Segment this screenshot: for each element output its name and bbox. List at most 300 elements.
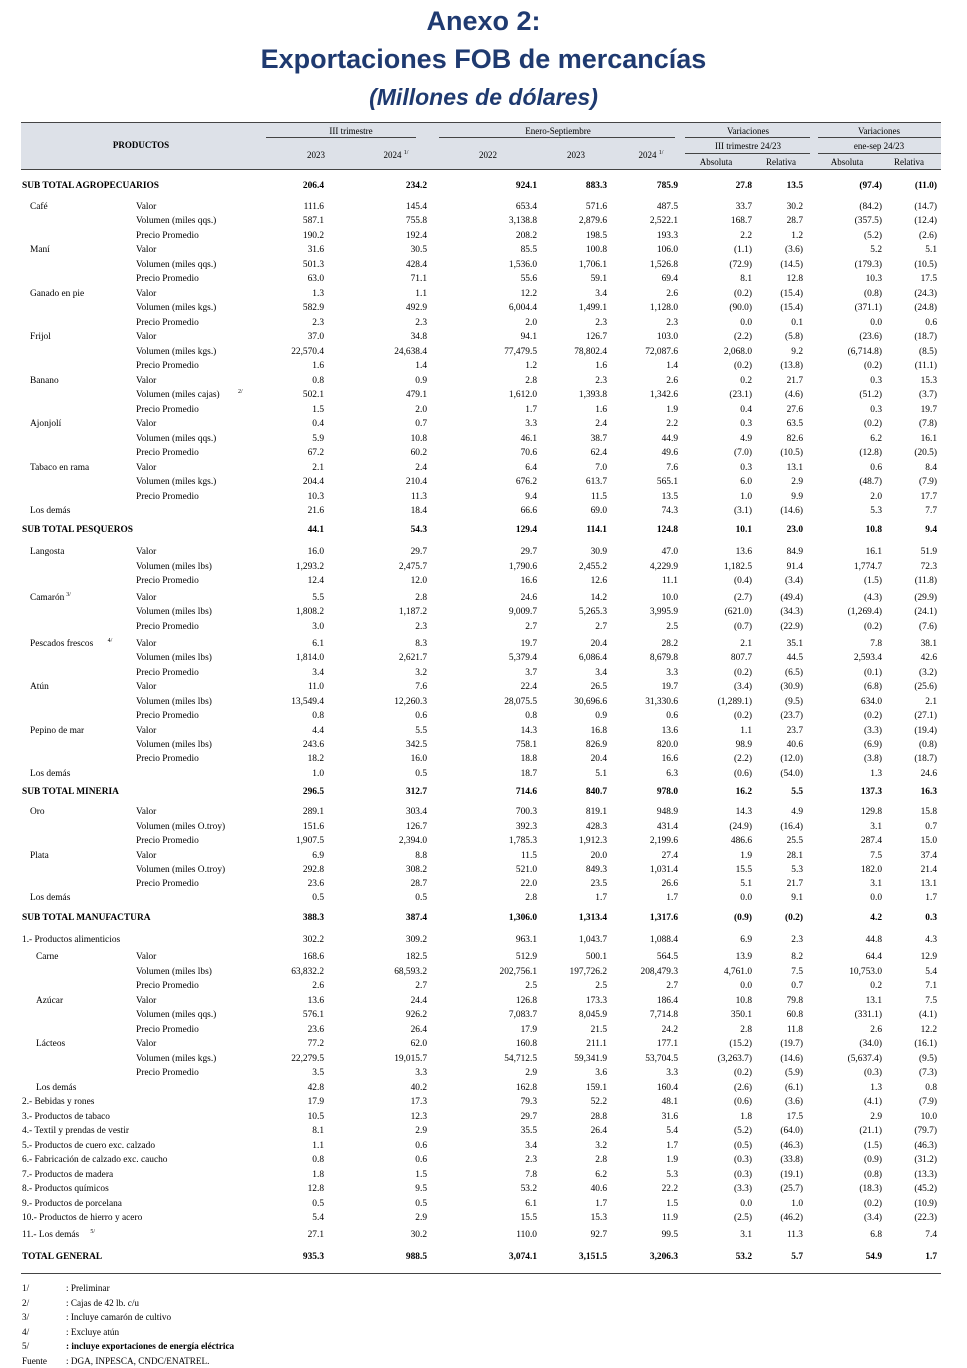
table-cell: 16.0	[411, 753, 427, 765]
table-cell: 1.9	[666, 1154, 678, 1166]
table-cell: 2,394.0	[399, 835, 427, 847]
table-cell: 350.1	[731, 1009, 752, 1021]
table-cell: 3,206.3	[650, 1251, 678, 1263]
table-cell: 2.1	[312, 462, 324, 474]
table-cell: 68,593.2	[394, 966, 427, 978]
table-cell: 53.2	[736, 1251, 752, 1263]
table-cell: 7.5	[791, 966, 803, 978]
table-cell: (2.5)	[734, 1212, 752, 1224]
table-row	[0, 505, 967, 517]
table-cell: 12.6	[591, 575, 607, 587]
table-cell: 1,499.1	[579, 302, 607, 314]
table-cell: 42.6	[921, 652, 937, 664]
row-measure-label: Valor	[136, 244, 156, 256]
table-cell: 1,790.6	[509, 561, 537, 573]
table-cell: (1.5)	[864, 575, 882, 587]
table-cell: 23.6	[308, 1024, 324, 1036]
table-cell: 28.7	[787, 215, 803, 227]
table-cell: 1,774.7	[854, 561, 882, 573]
table-cell: (14.7)	[914, 201, 937, 213]
table-cell: 807.7	[731, 652, 752, 664]
table-cell: 5,379.4	[509, 652, 537, 664]
row-product-label: Ganado en pie	[30, 288, 84, 300]
table-cell: 0.0	[740, 892, 752, 904]
table-cell: 27.6	[787, 404, 803, 416]
table-cell: 2.9	[791, 476, 803, 488]
table-cell: 0.3	[870, 375, 882, 387]
table-cell: 5.4	[312, 1212, 324, 1224]
table-cell: 5.5	[312, 592, 324, 604]
table-row	[0, 1096, 967, 1108]
table-row	[0, 592, 967, 604]
table-cell: 2.5	[666, 621, 678, 633]
table-cell: (6,714.8)	[848, 346, 882, 358]
table-cell: 2.1	[740, 638, 752, 650]
table-cell: (31.2)	[914, 1154, 937, 1166]
table-cell: 487.5	[657, 201, 678, 213]
table-cell: 6.1	[312, 638, 324, 650]
table-cell: (3.4)	[785, 575, 803, 587]
table-cell: 44.5	[787, 652, 803, 664]
table-cell: 4.3	[925, 934, 937, 946]
table-cell: 10.0	[921, 1111, 937, 1123]
table-cell: (18.7)	[914, 753, 937, 765]
table-cell: 7.5	[925, 995, 937, 1007]
table-cell: 820.0	[657, 739, 678, 751]
footnote-text: : DGA, INPESCA, CNDC/ENATREL.	[66, 1354, 209, 1368]
table-cell: 19,015.7	[394, 1053, 427, 1065]
row-measure-label: Precio Promedio	[136, 1024, 199, 1036]
row-product-label: Carne	[36, 951, 58, 963]
table-cell: (0.8)	[864, 1169, 882, 1181]
row-product-label: 5.- Productos de cuero exc. calzado	[22, 1140, 155, 1152]
table-cell: (49.4)	[780, 592, 803, 604]
table-cell: 22,570.4	[291, 346, 324, 358]
table-cell: 7.6	[666, 462, 678, 474]
table-cell: 0.0	[740, 1198, 752, 1210]
table-cell: 18.2	[308, 753, 324, 765]
table-cell: 2,199.6	[650, 835, 678, 847]
table-cell: (621.0)	[725, 606, 752, 618]
table-cell: 1.1	[415, 288, 427, 300]
table-cell: 31.6	[662, 1111, 678, 1123]
table-cell: 20.0	[591, 850, 607, 862]
row-measure-label: Valor	[136, 418, 156, 430]
table-cell: 17.5	[787, 1111, 803, 1123]
table-cell: 23.0	[787, 524, 803, 536]
table-cell: 204.4	[303, 476, 324, 488]
table-cell: 0.5	[415, 1198, 427, 1210]
table-cell: 0.2	[740, 375, 752, 387]
table-cell: (54.0)	[780, 768, 803, 780]
footnote-text: : Preliminar	[66, 1281, 110, 1296]
table-cell: 0.2	[870, 980, 882, 992]
table-row	[0, 433, 967, 445]
table-cell: 55.6	[521, 273, 537, 285]
table-cell: 2.6	[312, 980, 324, 992]
table-cell: 0.6	[415, 1154, 427, 1166]
table-cell: 3.1	[870, 878, 882, 890]
table-cell: 1,317.6	[650, 912, 678, 924]
title-line2: Exportaciones FOB de mercancías	[0, 44, 967, 75]
table-cell: 22.2	[662, 1183, 678, 1195]
table-cell: 27.8	[736, 180, 752, 192]
table-cell: 11.3	[787, 1229, 803, 1241]
table-cell: 234.2	[406, 180, 427, 192]
table-cell: 1,187.2	[399, 606, 427, 618]
table-cell: 0.3	[870, 404, 882, 416]
table-cell: (15.2)	[729, 1038, 752, 1050]
table-cell: 11.1	[662, 575, 678, 587]
table-cell: 309.2	[406, 934, 427, 946]
table-cell: (13.8)	[780, 360, 803, 372]
table-cell: 110.0	[516, 1229, 537, 1241]
table-cell: 79.3	[521, 1096, 537, 1108]
table-row	[0, 1067, 967, 1079]
row-measure-label: Volumen (miles lbs)	[136, 561, 212, 573]
table-cell: 308.2	[406, 864, 427, 876]
table-cell: 3.3	[525, 418, 537, 430]
table-row	[0, 1009, 967, 1021]
table-cell: (3.6)	[785, 244, 803, 256]
table-cell: 37.0	[308, 331, 324, 343]
row-product-label: Ajonjolí	[30, 418, 61, 430]
table-cell: 60.2	[411, 447, 427, 459]
row-product-label: Los demás	[30, 892, 70, 904]
header-relativa-a: Relativa	[749, 157, 813, 167]
table-cell: (21.1)	[859, 1125, 882, 1137]
table-cell: 13.6	[662, 725, 678, 737]
table-cell: 13.5	[662, 491, 678, 503]
table-cell: 6.3	[666, 768, 678, 780]
table-row	[0, 575, 967, 587]
table-cell: 8,045.9	[579, 1009, 607, 1021]
table-row	[0, 1251, 967, 1263]
table-cell: 0.0	[870, 892, 882, 904]
table-cell: 1,293.2	[296, 561, 324, 573]
table-cell: 26.6	[662, 878, 678, 890]
table-row	[0, 606, 967, 618]
table-cell: 0.9	[415, 375, 427, 387]
table-cell: (79.7)	[914, 1125, 937, 1137]
table-cell: 0.7	[791, 980, 803, 992]
row-measure-label: Precio Promedio	[136, 491, 199, 503]
table-row	[0, 360, 967, 372]
table-cell: 2.5	[525, 980, 537, 992]
table-cell: 28.7	[411, 878, 427, 890]
table-cell: 5,265.3	[579, 606, 607, 618]
table-cell: (19.1)	[780, 1169, 803, 1181]
table-cell: (29.9)	[914, 592, 937, 604]
table-cell: 1,907.5	[296, 835, 324, 847]
table-cell: (3.8)	[864, 753, 882, 765]
table-cell: (18.7)	[914, 331, 937, 343]
table-cell: 13.1	[787, 462, 803, 474]
row-product-label: Azúcar	[36, 995, 63, 1007]
row-product-label: 8.- Productos químicos	[22, 1183, 109, 1195]
table-cell: 13,549.4	[291, 696, 324, 708]
table-cell: 7,083.7	[509, 1009, 537, 1021]
table-cell: 13.6	[308, 995, 324, 1007]
table-row	[0, 681, 967, 693]
table-cell: 0.0	[740, 980, 752, 992]
table-row	[0, 951, 967, 963]
table-cell: 0.5	[415, 768, 427, 780]
table-cell: 7.8	[870, 638, 882, 650]
table-cell: 126.8	[516, 995, 537, 1007]
table-cell: 1.6	[595, 360, 607, 372]
table-cell: 9.1	[791, 892, 803, 904]
table-cell: 37.4	[921, 850, 937, 862]
table-cell: 9.5	[415, 1183, 427, 1195]
table-cell: 77.2	[308, 1038, 324, 1050]
table-cell: 1,088.4	[650, 934, 678, 946]
table-cell: 10.8	[411, 433, 427, 445]
table-cell: 106.0	[657, 244, 678, 256]
table-cell: (15.4)	[780, 302, 803, 314]
table-cell: 9,009.7	[509, 606, 537, 618]
table-cell: 935.3	[303, 1251, 324, 1263]
table-cell: 714.6	[516, 786, 537, 798]
table-cell: (9.5)	[785, 696, 803, 708]
table-cell: 126.7	[586, 331, 607, 343]
row-measure-label: Valor	[136, 546, 156, 558]
row-product-label: Maní	[30, 244, 50, 256]
table-cell: 243.6	[303, 739, 324, 751]
table-cell: 1,128.0	[650, 302, 678, 314]
row-measure-label: Volumen (miles lbs)	[136, 606, 212, 618]
table-cell: 2.9	[525, 1067, 537, 1079]
table-cell: (72.9)	[729, 259, 752, 271]
table-cell: 312.7	[406, 786, 427, 798]
table-cell: 2.9	[870, 1111, 882, 1123]
table-row	[0, 1140, 967, 1152]
row-measure-label: Valor	[136, 1038, 156, 1050]
table-row	[0, 546, 967, 558]
table-cell: (0.2)	[734, 667, 752, 679]
table-cell: (2.6)	[734, 1082, 752, 1094]
table-cell: (0.2)	[734, 360, 752, 372]
table-cell: 160.4	[657, 1082, 678, 1094]
table-cell: (16.1)	[914, 1038, 937, 1050]
row-product-label: Los demás	[36, 1082, 76, 1094]
table-cell: 190.2	[303, 230, 324, 242]
table-cell: 1.3	[870, 768, 882, 780]
table-cell: 287.4	[861, 835, 882, 847]
row-measure-label: Precio Promedio	[136, 753, 199, 765]
table-cell: 10.3	[866, 273, 882, 285]
table-cell: 15.0	[921, 835, 937, 847]
row-product-label: 9.- Productos de porcelana	[22, 1198, 122, 1210]
table-cell: 1.5	[415, 1169, 427, 1181]
table-cell: (34.3)	[780, 606, 803, 618]
row-measure-label: Volumen (miles O.troy)	[136, 864, 225, 876]
table-cell: 6.9	[740, 934, 752, 946]
table-cell: 840.7	[586, 786, 607, 798]
row-measure-label: Valor	[136, 951, 156, 963]
table-cell: 47.0	[662, 546, 678, 558]
table-cell: 501.3	[303, 259, 324, 271]
table-cell: 3.3	[415, 1067, 427, 1079]
table-cell: 30.9	[591, 546, 607, 558]
row-measure-label: Volumen (miles cajas)	[136, 389, 220, 401]
row-product-footnote: 3/	[66, 589, 71, 601]
table-cell: 7.5	[870, 850, 882, 862]
table-cell: (25.6)	[914, 681, 937, 693]
table-cell: 2.6	[870, 1024, 882, 1036]
table-cell: 6,004.4	[509, 302, 537, 314]
table-row	[0, 418, 967, 430]
table-cell: 11.5	[591, 491, 607, 503]
table-cell: (0.2)	[734, 288, 752, 300]
table-cell: 28.8	[591, 1111, 607, 1123]
table-cell: 10.8	[736, 995, 752, 1007]
table-cell: 2.0	[870, 491, 882, 503]
row-measure-label: Precio Promedio	[136, 360, 199, 372]
table-row	[0, 821, 967, 833]
table-cell: 85.5	[521, 244, 537, 256]
table-cell: 10.3	[308, 491, 324, 503]
table-cell: 0.6	[415, 1140, 427, 1152]
row-product-label: 7.- Productos de madera	[22, 1169, 113, 1181]
table-cell: 2.3	[595, 375, 607, 387]
table-cell: 24.4	[411, 995, 427, 1007]
table-cell: (2.2)	[734, 331, 752, 343]
table-cell: 67.2	[308, 447, 324, 459]
table-cell: 16.6	[662, 753, 678, 765]
table-cell: 17.9	[521, 1024, 537, 1036]
table-cell: 13.1	[921, 878, 937, 890]
table-cell: (0.4)	[734, 575, 752, 587]
table-cell: 10.0	[662, 592, 678, 604]
table-cell: 883.3	[586, 180, 607, 192]
table-cell: (6.1)	[785, 1082, 803, 1094]
table-cell: 289.1	[303, 806, 324, 818]
table-cell: 1,814.0	[296, 652, 324, 664]
table-cell: 926.2	[406, 1009, 427, 1021]
table-cell: (14.6)	[780, 1053, 803, 1065]
table-row	[0, 652, 967, 664]
table-cell: 19.7	[921, 404, 937, 416]
table-row	[0, 476, 967, 488]
table-cell: 63.0	[308, 273, 324, 285]
table-cell: 16.0	[308, 546, 324, 558]
table-cell: 7.8	[525, 1169, 537, 1181]
row-product-label: Oro	[30, 806, 45, 818]
table-cell: (5.9)	[785, 1067, 803, 1079]
table-cell: 3.3	[666, 1067, 678, 1079]
table-cell: 0.4	[740, 404, 752, 416]
table-cell: 69.4	[662, 273, 678, 285]
table-cell: 19.7	[521, 638, 537, 650]
table-cell: 4,761.0	[724, 966, 752, 978]
row-measure-label: Valor	[136, 288, 156, 300]
table-cell: 70.6	[521, 447, 537, 459]
table-cell: 5.5	[415, 725, 427, 737]
table-cell: 192.4	[406, 230, 427, 242]
table-cell: 8.1	[740, 273, 752, 285]
table-cell: 54.3	[411, 524, 427, 536]
table-cell: 208,479.3	[641, 966, 679, 978]
table-cell: (0.3)	[734, 1169, 752, 1181]
table-cell: (7.9)	[919, 476, 937, 488]
row-product-label: Pescados frescos	[30, 638, 93, 650]
table-cell: 428.4	[406, 259, 427, 271]
table-cell: (0.8)	[864, 288, 882, 300]
table-cell: 78,802.4	[574, 346, 607, 358]
table-cell: 54,712.5	[504, 1053, 537, 1065]
table-cell: 182.0	[861, 864, 882, 876]
row-measure-label: Valor	[136, 995, 156, 1007]
table-row	[0, 1082, 967, 1094]
table-cell: (15.4)	[780, 288, 803, 300]
table-cell: 1.2	[525, 360, 537, 372]
table-cell: 21.5	[591, 1024, 607, 1036]
table-cell: (1,269.4)	[848, 606, 882, 618]
header-y2024b: 2024 $^{1/}$	[626, 150, 676, 160]
table-cell: 12.2	[921, 1024, 937, 1036]
table-cell: (14.5)	[780, 259, 803, 271]
table-cell: (11.0)	[915, 180, 937, 192]
table-cell: 24.6	[921, 768, 937, 780]
footnote-key: 2/	[22, 1296, 29, 1311]
table-cell: 6.0	[740, 476, 752, 488]
table-cell: 208.2	[516, 230, 537, 242]
table-cell: 31.6	[308, 244, 324, 256]
row-measure-label: Precio Promedio	[136, 1067, 199, 1079]
table-cell: 758.1	[516, 739, 537, 751]
table-cell: 0.8	[312, 1154, 324, 1166]
table-cell: 2.8	[595, 1154, 607, 1166]
table-row	[0, 1169, 967, 1181]
table-cell: 9.2	[791, 346, 803, 358]
table-cell: 77,479.5	[504, 346, 537, 358]
table-cell: (3.1)	[734, 505, 752, 517]
table-cell: (7.3)	[919, 1067, 937, 1079]
table-cell: 492.9	[406, 302, 427, 314]
table-cell: 1.7	[595, 892, 607, 904]
row-measure-label: Valor	[136, 725, 156, 737]
table-cell: 3.4	[595, 667, 607, 679]
table-cell: 3.6	[595, 1067, 607, 1079]
table-cell: 173.3	[586, 995, 607, 1007]
table-cell: 0.6	[666, 710, 678, 722]
table-cell: 924.1	[516, 180, 537, 192]
table-cell: 126.7	[406, 821, 427, 833]
table-cell: 51.9	[921, 546, 937, 558]
table-cell: (12.0)	[780, 753, 803, 765]
table-cell: 14.3	[521, 725, 537, 737]
table-cell: 1,785.3	[509, 835, 537, 847]
table-cell: 1,342.6	[650, 389, 678, 401]
table-row	[0, 447, 967, 459]
table-row	[0, 850, 967, 862]
table-cell: (22.9)	[780, 621, 803, 633]
table-cell: 613.7	[586, 476, 607, 488]
table-cell: 28.1	[787, 850, 803, 862]
table-cell: 1,031.4	[650, 864, 678, 876]
table-cell: 5.5	[791, 786, 803, 798]
table-cell: 2.3	[666, 317, 678, 329]
table-cell: 1.2	[791, 230, 803, 242]
table-cell: 2.3	[415, 621, 427, 633]
table-cell: 30.5	[411, 244, 427, 256]
table-cell: 2.4	[595, 418, 607, 430]
table-cell: 342.5	[406, 739, 427, 751]
table-cell: 49.6	[662, 447, 678, 459]
table-cell: (3.2)	[919, 667, 937, 679]
table-cell: 151.6	[303, 821, 324, 833]
